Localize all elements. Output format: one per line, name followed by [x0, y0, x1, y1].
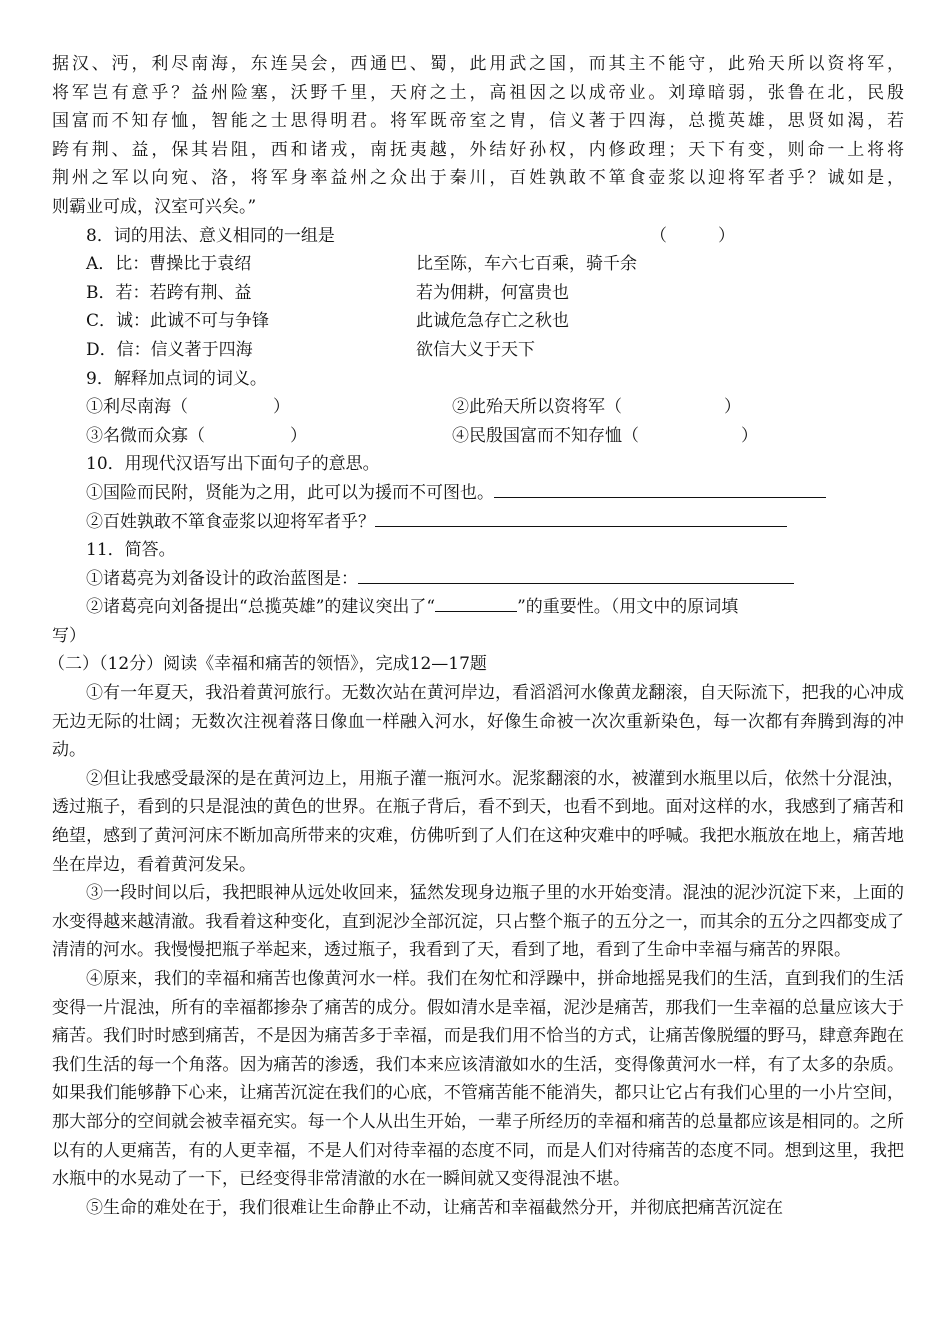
- q11-answer-line-1[interactable]: [358, 565, 794, 584]
- q9-item-3[interactable]: ③名微而众寡（ ）: [86, 425, 307, 446]
- reading-paragraph: ⑤生命的难处在于，我们很难让生命静止不动，让痛苦和幸福截然分开，并彻底把痛苦沉淀在: [86, 1197, 783, 1218]
- section-2: [48, 650, 904, 1222]
- q11-item-1: ①诸葛亮为刘备设计的政治蓝图是：: [86, 568, 358, 589]
- question-8: [52, 222, 904, 365]
- q11-item-2-pre: ②诸葛亮向刘备提出“总揽英雄”的建议突出了“: [86, 597, 436, 618]
- question-11: [52, 536, 904, 650]
- question-10: [52, 450, 904, 536]
- reading-paragraph: ①有一年夏天，我沿着黄河旅行。无数次站在黄河岸边，看滔滔河水像黄龙翻滚，自天际流下，把我的心冲成无边无际的壮阔；无数次注视着落日像血一样融入河水，好像生命被一次次重新染色，每一次都有奔腾到海的冲动。: [52, 683, 904, 761]
- reading-paragraph: ④原来，我们的幸福和痛苦也像黄河水一样。我们在匆忙和浮躁中，拼命地摇晃我们的生活，直到我们的生活变得一片混浊，所有的幸福都掺杂了痛苦的成分。假如清水是幸福，泥沙是痛苦，那我们一生幸福的总量应该大于痛苦。我们时时感到痛苦，不是因为痛苦多于幸福，而是我们用不恰当的方式，让痛苦像脱缰的野马，肆意奔跑在我们生活的每一个角落。因为痛苦的渗透，我们本来应该清澈如水的生活，变得像黄河水一样，有了太多的杂质。如果我们能够静下心来，让痛苦沉淀在我们的心底，不管痛苦能不能消失，都只让它占有我们心里的一小片空间，那大部分的空间就会被幸福充实。每一个人从出生开始，一辈子所经历的幸福和痛苦的总量都应该是相同的。之所以有的人更痛苦，有的人更幸福，不是人们对待幸福的态度不同，而是人们对待痛苦的态度不同。想到这里，我把水瓶中的水晃动了一下，已经变得非常清澈的水在一瞬间就又变得混浊不堪。: [52, 969, 904, 1190]
- q10-item-2: ②百姓孰敢不箪食壶浆以迎将军者乎？: [86, 511, 375, 532]
- exam-page: [48, 50, 904, 1222]
- passage-line: 国富而不知存恤，智能之士思得明君。将军既帝室之胄，信义著于四海，总揽英雄，思贤如渴，若: [52, 111, 904, 132]
- q11-item-2-post: ”的重要性。（用文中的原词填: [517, 597, 739, 618]
- passage-line: 跨有荆、益，保其岩阻，西和诸戎，南抚夷越，外结好孙权，内修政理；天下有变，则命一上将将: [52, 139, 904, 160]
- q9-item-1[interactable]: ①利尽南海（ ）: [86, 397, 290, 418]
- q8-stem: 8．词的用法、意义相同的一组是: [86, 225, 335, 246]
- q11-item-2-wrap: 写）: [52, 625, 86, 646]
- q9-item-2[interactable]: ②此殆天所以资将军（ ）: [452, 397, 741, 418]
- q8-option: B．若：若跨有荆、益 若为佣耕，何富贵也: [86, 282, 569, 303]
- passage-line: 荆州之军以向宛、洛，将军身率益州之众出于秦川，百姓孰敢不箪食壶浆以迎将军者乎？诚如是，: [52, 168, 904, 189]
- question-9: [52, 365, 904, 451]
- q10-stem: 10．用现代汉语写出下面句子的意思。: [86, 454, 380, 475]
- q10-answer-line-2[interactable]: [375, 508, 787, 527]
- reading-paragraph: ③一段时间以后，我把眼神从远处收回来，猛然发现身边瓶子里的水开始变清。混浊的泥沙沉淀下来，上面的水变得越来越清澈。我看着这种变化，直到泥沙全部沉淀，只占整个瓶子的五分之一，而其余的五分之四都变成了清清的河水。我慢慢把瓶子举起来，透过瓶子，我看到了天，看到了地，看到了生命中幸福与痛苦的界限。: [52, 883, 904, 961]
- q8-option: C．诚：此诚不可与争锋 此诚危急存亡之秋也: [86, 311, 569, 332]
- q8-option: D．信：信义著于四海 欲信大义于天下: [86, 339, 535, 360]
- passage-line: 将军岂有意乎？益州险塞，沃野千里，天府之土，高祖因之以成帝业。刘璋暗弱，张鲁在北，民殷: [52, 82, 904, 103]
- q11-stem: 11．简答。: [86, 540, 176, 561]
- q10-answer-line-1[interactable]: [494, 479, 826, 498]
- q9-item-4[interactable]: ④民殷国富而不知存恤（ ）: [452, 425, 758, 446]
- reading-paragraph: ②但让我感受最深的是在黄河边上，用瓶子灌一瓶河水。泥浆翻滚的水，被灌到水瓶里以后，依然十分混浊，透过瓶子，看到的只是混浊的黄色的世界。在瓶子背后，看不到天，也看不到地。面对这样的水，我感到了痛苦和绝望，感到了黄河河床不断加高所带来的灾难，仿佛听到了人们在这种灾难中的呼喊。我把水瓶放在地上，痛苦地坐在岸边，看着黄河发呆。: [52, 768, 904, 875]
- passage-tail: [52, 50, 904, 222]
- section-2-header: （二）（12分）阅读《幸福和痛苦的领悟》，完成12—17题: [48, 654, 487, 675]
- q8-answer-paren[interactable]: （ ）: [650, 225, 735, 246]
- q10-item-1: ①国险而民附，贤能为之用，此可以为援而不可图也。: [86, 482, 494, 503]
- q8-option: A．比：曹操比于袁绍 比至陈，车六七百乘，骑千余: [86, 254, 637, 275]
- q9-stem: 9．解释加点词的词义。: [86, 368, 267, 389]
- passage-line: 据汉、沔，利尽南海，东连吴会，西通巴、蜀，此用武之国，而其主不能守，此殆天所以资将军，: [52, 54, 904, 74]
- passage-line: 则霸业可成，汉室可兴矣。”: [52, 196, 257, 217]
- q11-answer-blank-2[interactable]: [435, 593, 517, 612]
